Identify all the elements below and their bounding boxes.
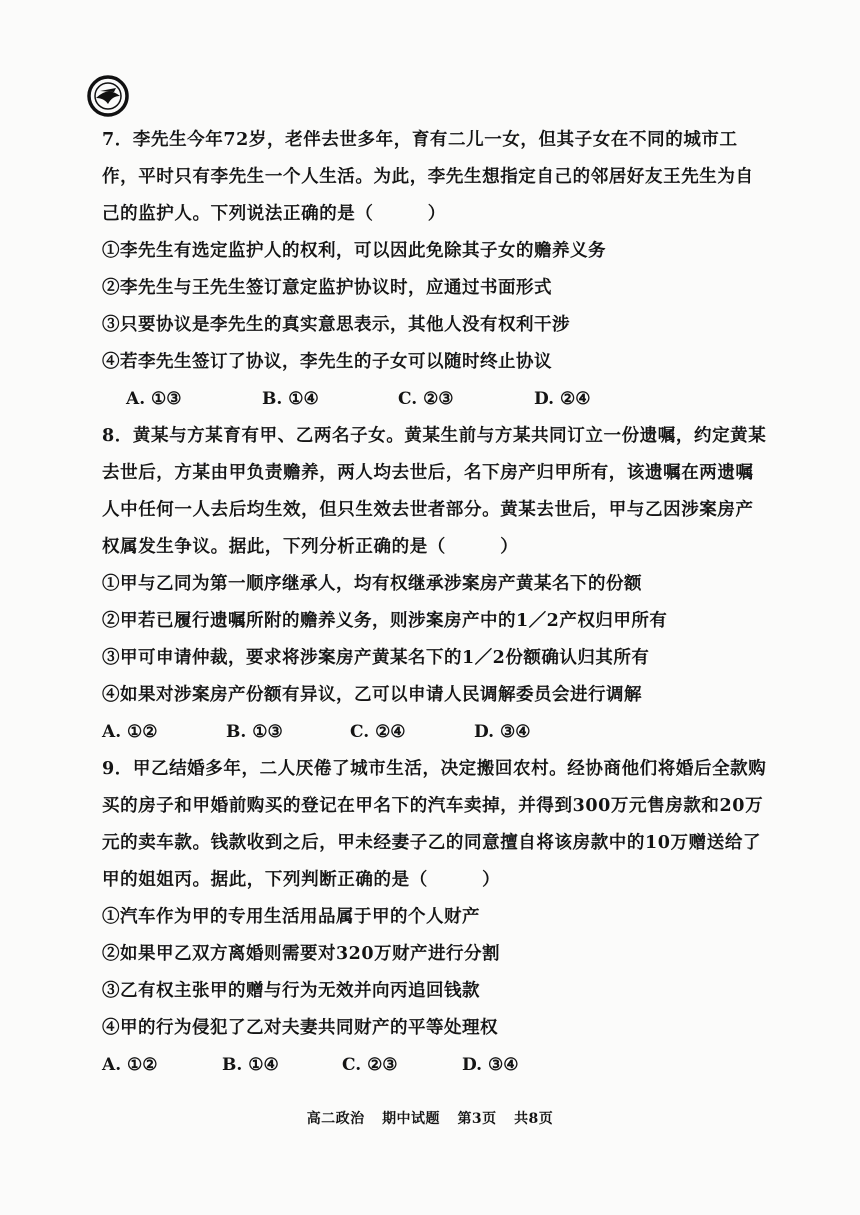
footer-exam: 期中试题 (382, 1111, 441, 1127)
statement-1: ①甲与乙同为第一顺序继承人，均有权继承涉案房产黄某名下的份额 (102, 574, 642, 594)
choice-d: D. ③④ (474, 722, 531, 742)
choice-d: D. ③④ (462, 1055, 519, 1075)
question-stem: 8．黄某与方某育有甲、乙两名子女。黄某生前与方某共同订立一份遗嘱，约定黄某去世后，方某由甲负责赡养，两人均去世后，名下房产归甲所有，该遗嘱在两遗嘱人中任何一人去后均生效，但只生效去世者部分。黄某去世后，甲与乙因涉案房产权属发生争议。据此，下列分析正确的是（ ） (102, 426, 767, 557)
footer-page-number: 第3页 (457, 1111, 497, 1127)
question-8 (102, 418, 770, 751)
statement-4: ④甲的行为侵犯了乙对夫妻共同财产的平等处理权 (102, 1018, 498, 1038)
statement-2: ②如果甲乙双方离婚则需要对320万财产进行分割 (102, 944, 501, 964)
footer-subject: 高二政治 (306, 1111, 365, 1127)
choice-b: B. ①④ (262, 389, 319, 409)
choice-b: B. ①④ (222, 1055, 279, 1075)
question-stem: 9．甲乙结婚多年，二人厌倦了城市生活，决定搬回农村。经协商他们将婚后全款购买的房子和甲婚前购买的登记在甲名下的汽车卖掉，并得到300万元售房款和20万元的卖车款。钱款收到之后，甲未经妻子乙的同意擅自将该房款中的10万赠送给了甲的姐姐丙。据此，下列判断正确的是（ ） (102, 759, 767, 890)
question-list (102, 122, 770, 1084)
choice-c: C. ②③ (398, 389, 454, 409)
choice-c: C. ②③ (342, 1055, 398, 1075)
answer-choices (102, 381, 770, 418)
statement-4: ④若李先生签订了协议，李先生的子女可以随时终止协议 (102, 352, 552, 372)
choice-a: A. ①② (102, 722, 158, 742)
statement-3: ③乙有权主张甲的赠与行为无效并向丙追回钱款 (102, 981, 480, 1001)
answer-choices (102, 1047, 770, 1084)
statement-3: ③甲可申请仲裁，要求将涉案房产黄某名下的1／2份额确认归其所有 (102, 648, 650, 668)
school-seal-icon (86, 74, 130, 118)
statement-4: ④如果对涉案房产份额有异议，乙可以申请人民调解委员会进行调解 (102, 685, 642, 705)
statement-2: ②李先生与王先生签订意定监护协议时，应通过书面形式 (102, 278, 552, 298)
question-7 (102, 122, 770, 418)
question-9 (102, 751, 770, 1084)
footer-total-pages: 共8页 (514, 1111, 554, 1127)
choice-a: A. ①② (102, 1055, 158, 1075)
question-stem: 7．李先生今年72岁，老伴去世多年，育有二儿一女，但其子女在不同的城市工作，平时只有李先生一个人生活。为此，李先生想指定自己的邻居好友王先生为自己的监护人。下列说法正确的是（ ） (102, 130, 754, 224)
choice-a: A. ①③ (126, 389, 182, 409)
statement-1: ①汽车作为甲的专用生活用品属于甲的个人财产 (102, 907, 480, 927)
page-footer (0, 1108, 860, 1128)
choice-d: D. ②④ (534, 389, 591, 409)
choice-c: C. ②④ (350, 722, 406, 742)
statement-2: ②甲若已履行遗嘱所附的赡养义务，则涉案房产中的1／2产权归甲所有 (102, 611, 668, 631)
choice-b: B. ①③ (226, 722, 283, 742)
statement-1: ①李先生有选定监护人的权利，可以因此免除其子女的赡养义务 (102, 241, 606, 261)
answer-choices (102, 714, 770, 751)
statement-3: ③只要协议是李先生的真实意思表示，其他人没有权利干涉 (102, 315, 570, 335)
